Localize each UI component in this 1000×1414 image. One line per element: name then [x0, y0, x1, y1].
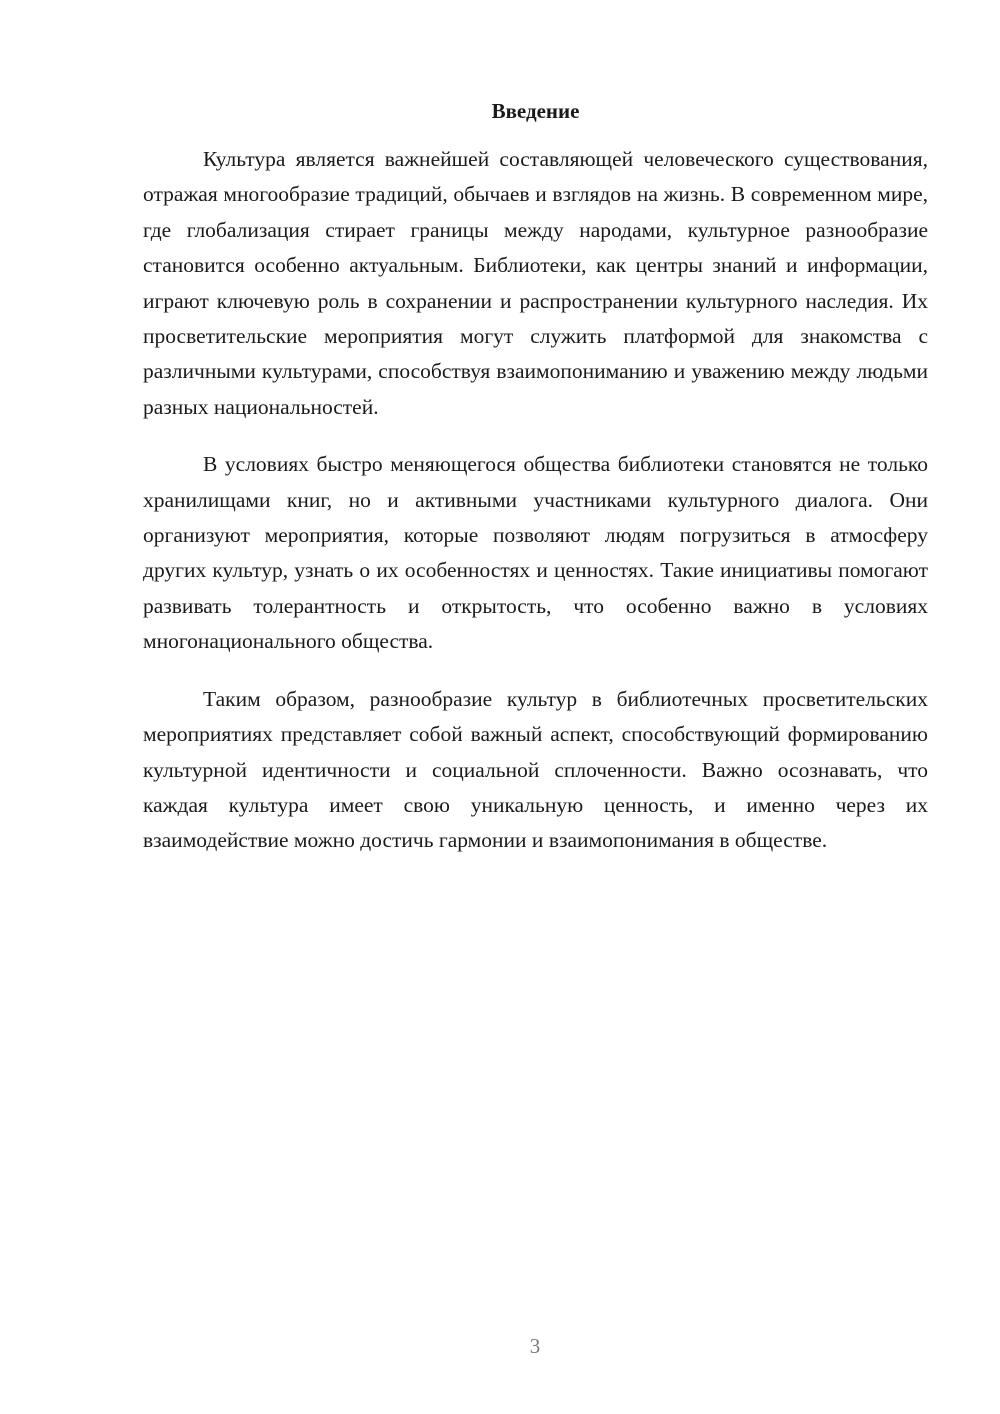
- paragraph-2: В условиях быстро меняющегося общества библиотеки становятся не только хранилищами книг, но и активными участниками культурного диалога. Они организуют мероприятия, которые позволяют людям погрузиться в атмосферу других культур, узнать о их особенностях и ценностях. Такие инициативы помогают развивать толерантность и открытость, что особенно важно в условиях многонационального общества.: [143, 452, 928, 654]
- section-heading: Введение: [491, 99, 580, 123]
- paragraph-1: Культура является важнейшей составляющей человеческого существования, отражая многообразие традиций, обычаев и взглядов на жизнь. В современном мире, где глобализация стирает границы между народами, культурное разнообразие становится особенно актуальным. Библиотеки, как центры знаний и информации, играют ключевую роль в сохранении и распространении культурного наследия. Их просветительские мероприятия могут служить платформой для знакомства с различными культурами, способствуя взаимопониманию и уважению между людьми разных национальностей.: [143, 147, 928, 419]
- paragraph-3: Таким образом, разнообразие культур в библиотечных просветительских мероприятиях представляет собой важный аспект, способствующий формированию культурной идентичности и социальной сплоченности. Важно осознавать, что каждая культура имеет свою уникальную ценность, и именно через их взаимодействие можно достичь гармонии и взаимопонимания в обществе.: [143, 686, 928, 853]
- page-number: 3: [529, 1334, 541, 1358]
- page-content: [143, 96, 928, 881]
